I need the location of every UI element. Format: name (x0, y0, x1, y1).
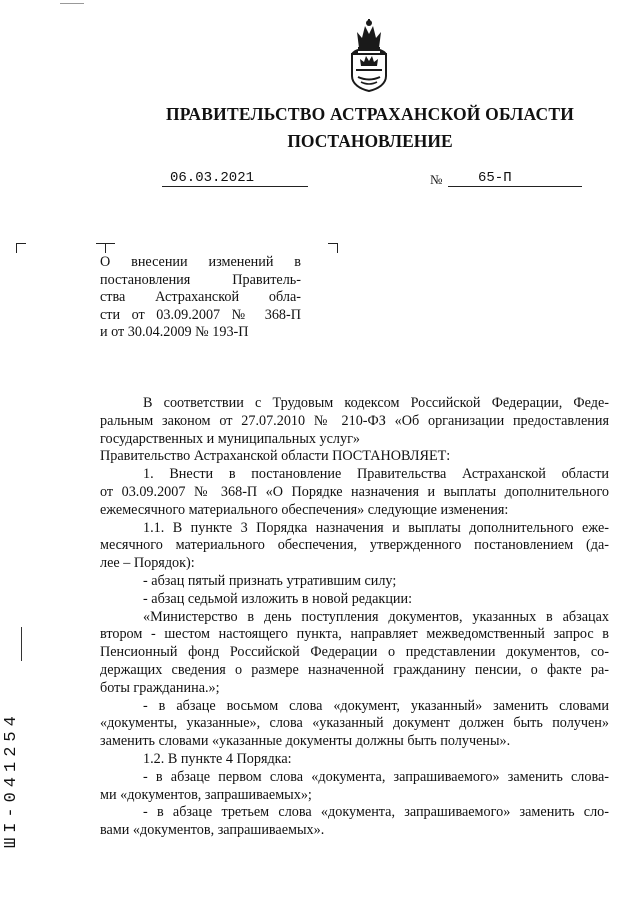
body-line: Правительство Астраханской области ПОСТАНОВЛЯЕТ: (100, 448, 451, 465)
body-line: государственных и муниципальных услуг» (100, 430, 360, 447)
body-line: втором - шестом настоящего пункта, направляет межведомственный запрос в (100, 626, 609, 643)
body-line: «документы, указанные», слова «указанный документ должен быть получен» (100, 715, 609, 732)
scan-artifact (60, 3, 84, 4)
body-line: - в абзаце первом слова «документа, запрашиваемого» заменить слова- (143, 768, 609, 785)
subject-line: О внесении изменений в (100, 254, 301, 270)
body-line: ральным законом от 27.07.2010 № 210-ФЗ «Об организации предоставления (100, 412, 609, 429)
serial-number: ШI-041254 (2, 711, 21, 848)
subject-heading (100, 254, 301, 342)
date-underline (162, 186, 308, 187)
org-title: ПРАВИТЕЛЬСТВО АСТРАХАНСКОЙ ОБЛАСТИ (165, 104, 575, 124)
subject-line: ства Астраханской обла- (100, 289, 301, 306)
margin-corner-mark (16, 243, 26, 253)
body-line: «Министерство в день поступления документов, указанных в абзацах (143, 608, 609, 625)
document-date: 06.03.2021 (170, 170, 255, 186)
body-line: В соответствии с Трудовым кодексом Российской Федерации, Феде- (143, 395, 609, 411)
body-line: держащих сведения о размере назначенной гражданину пенсии, о факте ра- (100, 661, 609, 678)
body-line: - в абзаце третьем слова «документа, запрашиваемого» заменить сло- (143, 804, 609, 821)
body-line: ми «документов, запрашиваемых»; (100, 786, 312, 803)
body-line: лее – Порядок): (100, 555, 195, 572)
body-line: от 03.09.2007 № 368-П «О Порядке назначения и выплаты дополнительного (100, 483, 609, 500)
body-line: месячного материального обеспечения, утвержденного постановлением (да- (100, 537, 609, 554)
body-line: Пенсионный фонд Российской Федерации о представлении документов, со- (100, 644, 609, 661)
margin-corner-mark (105, 243, 115, 253)
subject-line: и от 30.04.2009 № 193-П (100, 324, 249, 341)
margin-mark (21, 627, 22, 661)
body-line: 1.1. В пункте 3 Порядка назначения и выплаты дополнительного еже- (143, 519, 609, 536)
subject-line: сти от 03.09.2007 № 368-П (100, 306, 301, 323)
body-line: 1. Внести в постановление Правительства Астраханской области (143, 466, 609, 483)
body-line: вами «документов, запрашиваемых». (100, 822, 325, 839)
subject-line: постановления Правитель- (100, 271, 301, 288)
number-underline (448, 186, 582, 187)
body-line: - абзац пятый признать утратившим силу; (143, 572, 397, 589)
document-type: ПОСТАНОВЛЕНИЕ (287, 131, 453, 151)
astrakhan-coat-of-arms-icon (343, 18, 395, 92)
number-sign: № (430, 172, 443, 187)
body-line: - в абзаце восьмом слова «документ, указанный» заменить словами (143, 697, 609, 714)
body-line: 1.2. В пункте 4 Порядка: (143, 750, 292, 767)
margin-corner-mark (328, 243, 338, 253)
body-line: заменить словами «указанные документы должны быть получены». (100, 733, 511, 750)
body-line: боты гражданина.»; (100, 679, 220, 696)
document-body (100, 395, 609, 840)
body-line: ежемесячного материального обеспечения» следующие изменения: (100, 501, 509, 518)
body-line: - абзац седьмой изложить в новой редакции: (143, 590, 413, 607)
document-number: 65-П (478, 170, 512, 186)
